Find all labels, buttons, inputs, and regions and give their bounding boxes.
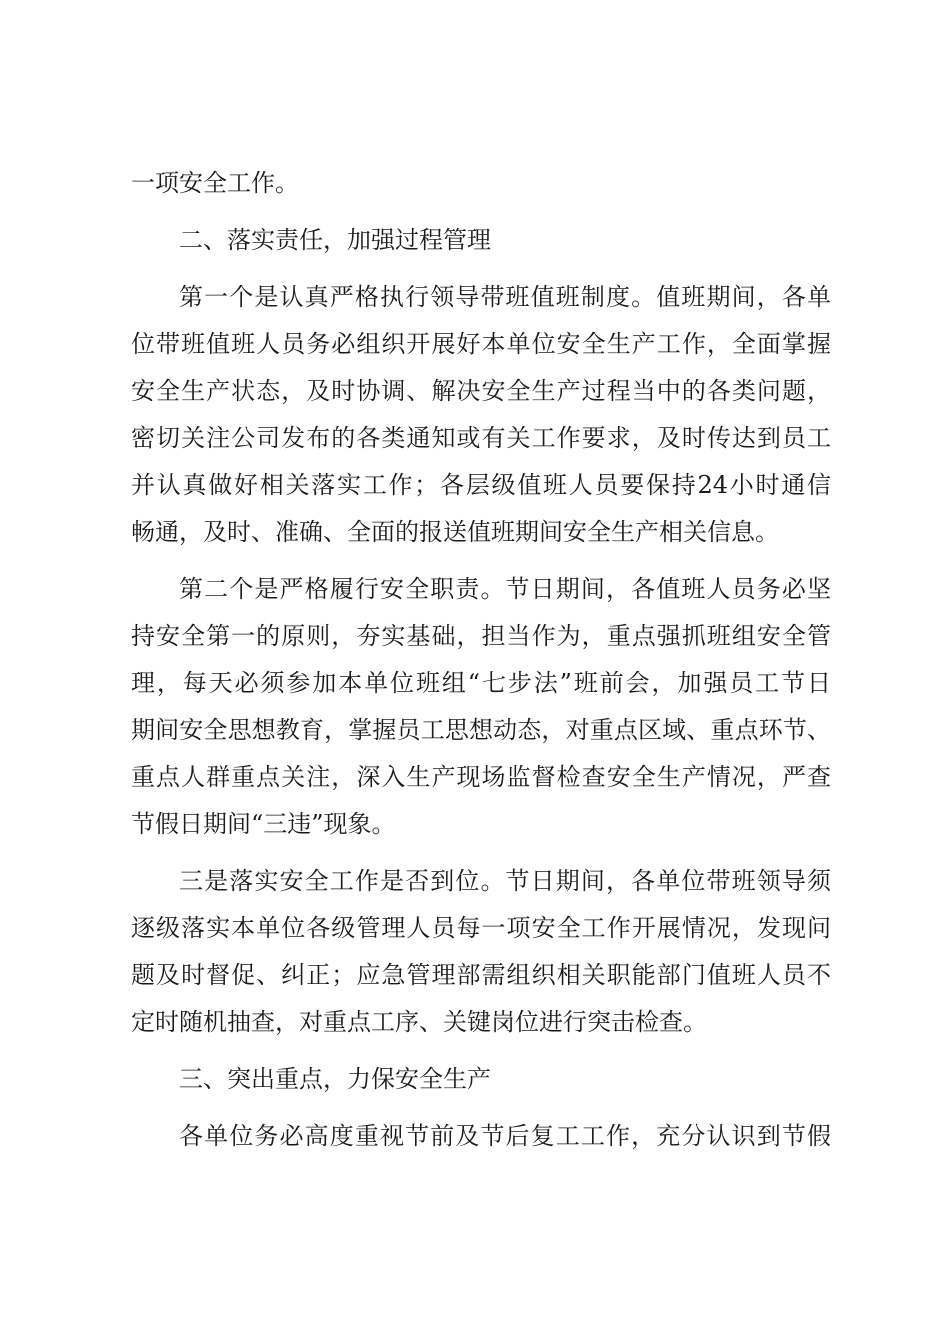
text-line: 一项安全工作。: [131, 169, 299, 197]
paragraph-gap: [131, 207, 831, 217]
text-line: 理，每天必须参加本单位班组“七步法”班前会，加强员工节日: [131, 669, 831, 697]
text-line: 第一个是认真严格执行领导带班值班制度。值班期间，各单: [179, 283, 831, 311]
text-line: 位带班值班人员务必组织开展好本单位安全生产工作，全面掌握: [131, 330, 831, 358]
text-line: 畅通，及时、准确、全面的报送值班期间安全生产相关信息。: [131, 518, 779, 546]
text-line: 第二个是严格履行安全职责。节日期间，各值班人员务必坚: [179, 575, 831, 603]
text-line: 并认真做好相关落实工作；各层级值班人员要保持24小时通信: [131, 471, 831, 499]
text-line: 重点人群重点关注，深入生产现场监督检查安全生产情况，严查: [131, 763, 831, 791]
text-line: 题及时督促、纠正；应急管理部需组织相关职能部门值班人员不: [131, 961, 831, 989]
document-body: [131, 160, 831, 1160]
paragraph-gap: [131, 1103, 831, 1113]
text-line: 持安全第一的原则，夯实基础，担当作为，重点强抓班组安全管: [131, 622, 831, 650]
paragraph-gap: [131, 848, 831, 858]
text-line: 三、突出重点，力保安全生产: [179, 1065, 491, 1093]
text-line: 逐级落实本单位各级管理人员每一项安全工作开展情况，发现问: [131, 914, 831, 942]
text-line: 三是落实安全工作是否到位。节日期间，各单位带班领导须: [179, 867, 831, 895]
paragraph-gap: [131, 1046, 831, 1056]
text-line: 二、落实责任，加强过程管理: [179, 226, 491, 254]
text-line: 各单位务必高度重视节前及节后复工工作，充分认识到节假: [179, 1122, 831, 1150]
paragraph-gap: [131, 556, 831, 566]
text-line: 安全生产状态，及时协调、解决安全生产过程当中的各类问题，: [131, 377, 831, 405]
text-line: 密切关注公司发布的各类通知或有关工作要求，及时传达到员工: [131, 424, 831, 452]
text-line: 定时随机抽查，对重点工序、关键岗位进行突击检查。: [131, 1008, 707, 1036]
text-line: 期间安全思想教育，掌握员工思想动态，对重点区域、重点环节、: [131, 716, 831, 744]
paragraph-gap: [131, 264, 831, 274]
text-line: 节假日期间“三违”现象。: [131, 810, 396, 838]
